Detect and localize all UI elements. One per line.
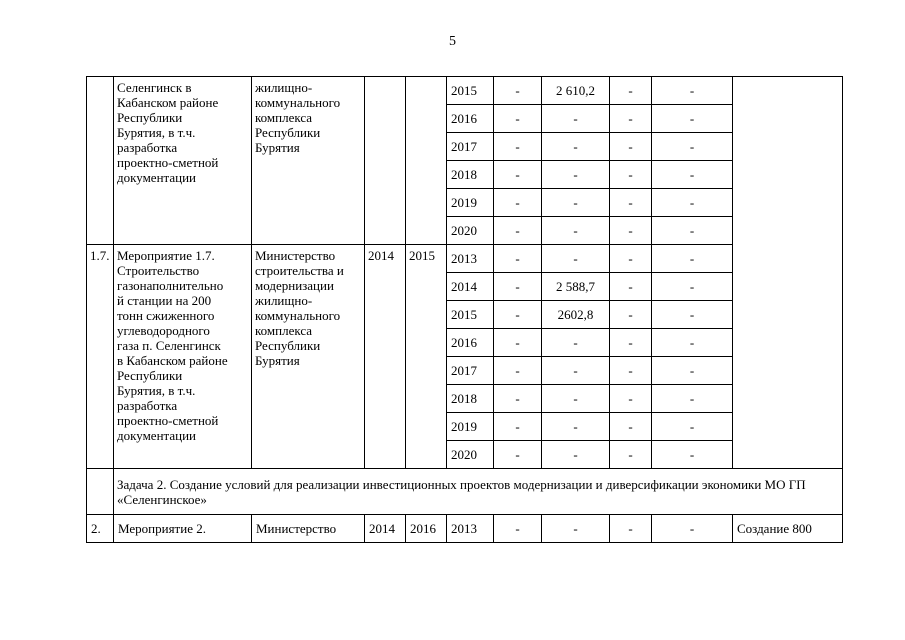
- year-cell: 2017: [447, 133, 494, 161]
- value-cell: -: [494, 217, 542, 245]
- year-cell: 2013: [447, 245, 494, 273]
- row-number-cell: [87, 469, 114, 515]
- value-cell: -: [652, 245, 733, 273]
- row-number-cell: 2.: [87, 515, 114, 543]
- value-cell: -: [494, 413, 542, 441]
- year-cell: 2019: [447, 413, 494, 441]
- value-cell: -: [542, 245, 610, 273]
- value-cell: -: [610, 301, 652, 329]
- measure-name-cell: Селенгинск в Кабанском районе Республики Бурятия, в т.ч. разработка проектно-сметной документации: [114, 77, 252, 245]
- table-row: [87, 469, 843, 515]
- end-year-cell: 2015: [406, 245, 447, 469]
- value-cell: -: [652, 413, 733, 441]
- value-cell: -: [652, 161, 733, 189]
- value-cell: -: [542, 413, 610, 441]
- year-cell: 2016: [447, 105, 494, 133]
- year-cell: 2018: [447, 161, 494, 189]
- value-cell: -: [652, 133, 733, 161]
- value-cell: -: [494, 385, 542, 413]
- value-cell: -: [610, 217, 652, 245]
- year-cell: 2015: [447, 77, 494, 105]
- year-cell: 2020: [447, 217, 494, 245]
- value-cell: -: [542, 357, 610, 385]
- value-cell: -: [610, 161, 652, 189]
- value-cell: -: [610, 133, 652, 161]
- end-year-cell: 2016: [406, 515, 447, 543]
- value-cell: -: [652, 105, 733, 133]
- result-cell: Создание 800: [733, 515, 843, 543]
- executor-cell: Министерство: [252, 515, 365, 543]
- row-number-cell: [87, 77, 114, 245]
- value-cell: -: [610, 385, 652, 413]
- page-number: 5: [449, 34, 456, 49]
- value-cell: -: [494, 441, 542, 469]
- value-cell: -: [652, 77, 733, 105]
- value-cell: -: [494, 515, 542, 543]
- end-year-cell: [406, 77, 447, 245]
- year-cell: 2019: [447, 189, 494, 217]
- value-cell: -: [494, 133, 542, 161]
- value-cell: 2 588,7: [542, 273, 610, 301]
- executor-cell: жилищно- коммунального комплекса Республики Бурятия: [252, 77, 365, 245]
- measure-name-cell: Мероприятие 2.: [114, 515, 252, 543]
- value-cell: -: [542, 329, 610, 357]
- value-cell: -: [610, 357, 652, 385]
- executor-cell: Министерство строительства и модернизации жилищно- коммунального комплекса Республики Бурятия: [252, 245, 365, 469]
- year-cell: 2020: [447, 441, 494, 469]
- value-cell: -: [542, 133, 610, 161]
- value-cell: -: [610, 515, 652, 543]
- year-cell: 2015: [447, 301, 494, 329]
- row-number-cell: 1.7.: [87, 245, 114, 469]
- value-cell: -: [652, 217, 733, 245]
- start-year-cell: 2014: [365, 515, 406, 543]
- year-cell: 2016: [447, 329, 494, 357]
- value-cell: -: [652, 385, 733, 413]
- value-cell: -: [610, 273, 652, 301]
- year-cell: 2018: [447, 385, 494, 413]
- value-cell: -: [494, 189, 542, 217]
- value-cell: -: [542, 441, 610, 469]
- value-cell: -: [542, 105, 610, 133]
- value-cell: -: [542, 385, 610, 413]
- value-cell: -: [610, 105, 652, 133]
- value-cell: -: [542, 217, 610, 245]
- table-row: [87, 245, 843, 273]
- value-cell: -: [652, 357, 733, 385]
- value-cell: -: [494, 329, 542, 357]
- value-cell: -: [652, 301, 733, 329]
- value-cell: -: [542, 515, 610, 543]
- value-cell: -: [494, 77, 542, 105]
- value-cell: -: [610, 245, 652, 273]
- value-cell: -: [610, 77, 652, 105]
- value-cell: -: [494, 357, 542, 385]
- year-cell: 2017: [447, 357, 494, 385]
- value-cell: -: [652, 515, 733, 543]
- value-cell: -: [494, 301, 542, 329]
- value-cell: -: [494, 245, 542, 273]
- value-cell: 2 610,2: [542, 77, 610, 105]
- value-cell: -: [494, 105, 542, 133]
- year-cell: 2014: [447, 273, 494, 301]
- value-cell: -: [652, 441, 733, 469]
- value-cell: -: [652, 189, 733, 217]
- value-cell: -: [610, 329, 652, 357]
- measure-name-cell: Мероприятие 1.7. Строительство газонаполнительно й станции на 200 тонн сжиженного углеводородного газа п. Селенгинск в Кабанском районе Республики Бурятия, в т.ч. разработка проектно-сметной документации: [114, 245, 252, 469]
- value-cell: -: [610, 413, 652, 441]
- year-cell: 2013: [447, 515, 494, 543]
- value-cell: -: [610, 441, 652, 469]
- value-cell: -: [610, 189, 652, 217]
- result-cell: [733, 77, 843, 469]
- value-cell: -: [652, 329, 733, 357]
- value-cell: -: [542, 161, 610, 189]
- start-year-cell: 2014: [365, 245, 406, 469]
- table-row: [87, 77, 843, 105]
- value-cell: -: [542, 189, 610, 217]
- value-cell: -: [494, 161, 542, 189]
- value-cell: 2602,8: [542, 301, 610, 329]
- value-cell: -: [494, 273, 542, 301]
- table-row: [87, 515, 843, 543]
- program-table: [86, 76, 843, 543]
- start-year-cell: [365, 77, 406, 245]
- value-cell: -: [652, 273, 733, 301]
- task-heading: Задача 2. Создание условий для реализации инвестиционных проектов модернизации и диверсификации экономики МО ГП «Селенгинское»: [114, 469, 843, 515]
